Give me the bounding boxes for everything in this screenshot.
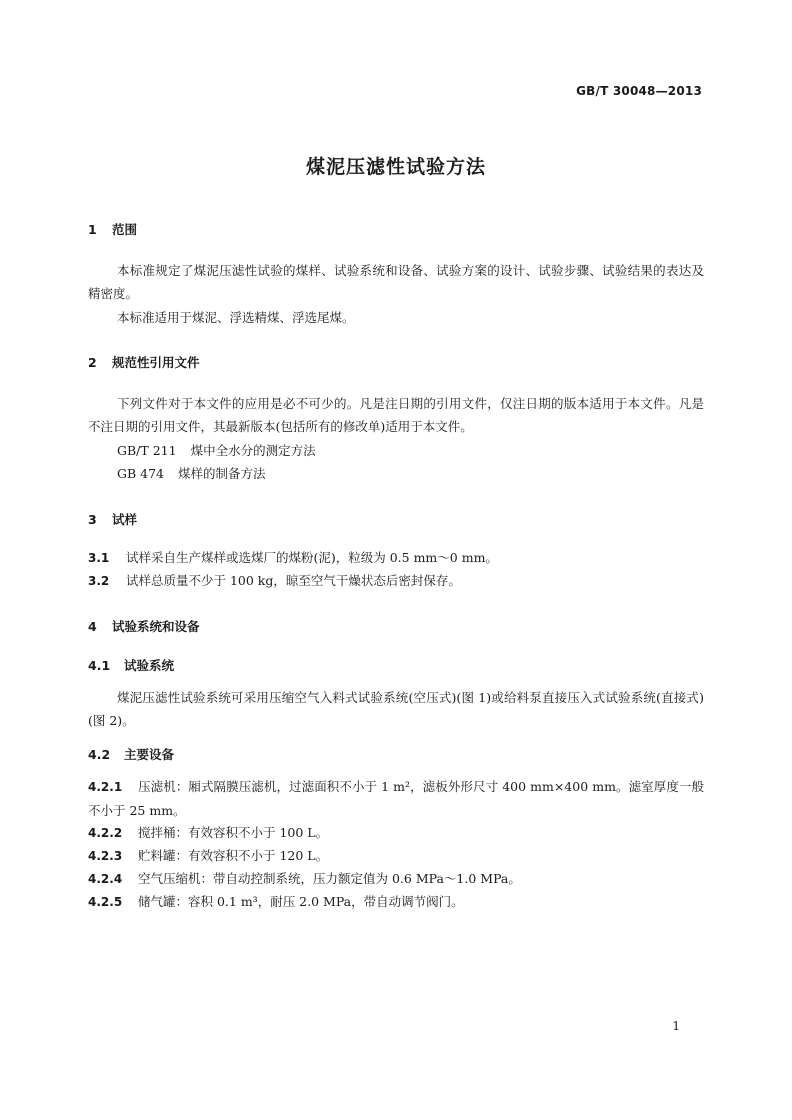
section-title: 试样	[112, 512, 138, 527]
section-1-heading	[88, 220, 137, 238]
section-3-heading	[88, 510, 137, 528]
subsection-4-2-heading	[88, 745, 174, 763]
reference-title: 煤样的制备方法	[178, 466, 266, 481]
subsection-number: 4.1	[88, 658, 111, 673]
clause-4-2-4	[88, 867, 704, 891]
clause-number: 4.2.1	[88, 780, 123, 794]
clause-text: 试样总质量不少于 100 kg，晾至空气干燥状态后密封保存。	[126, 573, 461, 588]
subsection-4-1-heading	[88, 656, 174, 674]
section-2-heading	[88, 353, 200, 371]
clause-number: 4.2.4	[88, 872, 123, 886]
clause-number: 3.2	[88, 574, 110, 588]
clause-4-2-3	[88, 844, 704, 868]
reference-code: GB/T 211	[117, 443, 177, 458]
clause-number: 3.1	[88, 551, 110, 565]
clause-3-1	[88, 546, 704, 570]
clause-number: 4.2.3	[88, 849, 123, 863]
section-1-paragraph-2: 本标准适用于煤泥、浮选精煤、浮选尾煤。	[117, 310, 355, 325]
section-title: 试验系统和设备	[112, 619, 200, 634]
clause-number: 4.2.5	[88, 895, 123, 909]
subsection-title: 主要设备	[124, 747, 175, 762]
section-number: 3	[88, 512, 97, 527]
section-4-heading	[88, 617, 200, 635]
reference-item	[117, 441, 316, 459]
clause-text: 搅拌桶：有效容积不小于 100 L。	[138, 825, 329, 840]
clause-text: 空气压缩机：带自动控制系统，压力额定值为 0.6 MPa～1.0 MPa。	[138, 871, 521, 886]
section-number: 2	[88, 355, 97, 370]
section-1-paragraph-1: 本标准规定了煤泥压滤性试验的煤样、试验系统和设备、试验方案的设计、试验步骤、试验结果的表达及精密度。	[88, 263, 704, 301]
section-number: 4	[88, 619, 97, 634]
section-title: 规范性引用文件	[112, 355, 200, 370]
clause-text: 压滤机：厢式隔膜压滤机，过滤面积不小于 1 m²，滤板外形尺寸 400 mm×400 mm。滤室厚度一般不小于 25 mm。	[88, 779, 704, 818]
subsection-number: 4.2	[88, 747, 111, 762]
document-title: 煤泥压滤性试验方法	[305, 156, 486, 178]
page-number: 1	[672, 1019, 680, 1033]
section-title: 范围	[112, 222, 138, 237]
clause-text: 储气罐：容积 0.1 m³，耐压 2.0 MPa，带自动调节阀门。	[138, 894, 464, 909]
clause-4-2-1	[88, 775, 704, 822]
section-2-paragraph-1: 下列文件对于本文件的应用是必不可少的。凡是注日期的引用文件，仅注日期的版本适用于本文件。凡是不注日期的引用文件，其最新版本(包括所有的修改单)适用于本文件。	[88, 396, 704, 434]
reference-item	[117, 464, 266, 482]
clause-3-2	[88, 569, 704, 593]
clause-text: 贮料罐：有效容积不小于 120 L。	[138, 848, 329, 863]
reference-title: 煤中全水分的测定方法	[190, 443, 316, 458]
clause-4-2-5	[88, 890, 704, 914]
reference-code: GB 474	[117, 466, 165, 481]
clause-text: 试样采自生产煤样或选煤厂的煤粉(泥)，粒级为 0.5 mm～0 mm。	[126, 550, 498, 565]
subsection-4-1-paragraph: 煤泥压滤性试验系统可采用压缩空气入料式试验系统(空压式)(图 1)或给料泵直接压入式试验系统(直接式)(图 2)。	[88, 690, 704, 728]
section-number: 1	[88, 222, 97, 237]
clause-number: 4.2.2	[88, 826, 123, 840]
clause-4-2-2	[88, 821, 704, 845]
subsection-title: 试验系统	[124, 658, 175, 673]
standard-code: GB/T 30048—2013	[576, 84, 702, 98]
